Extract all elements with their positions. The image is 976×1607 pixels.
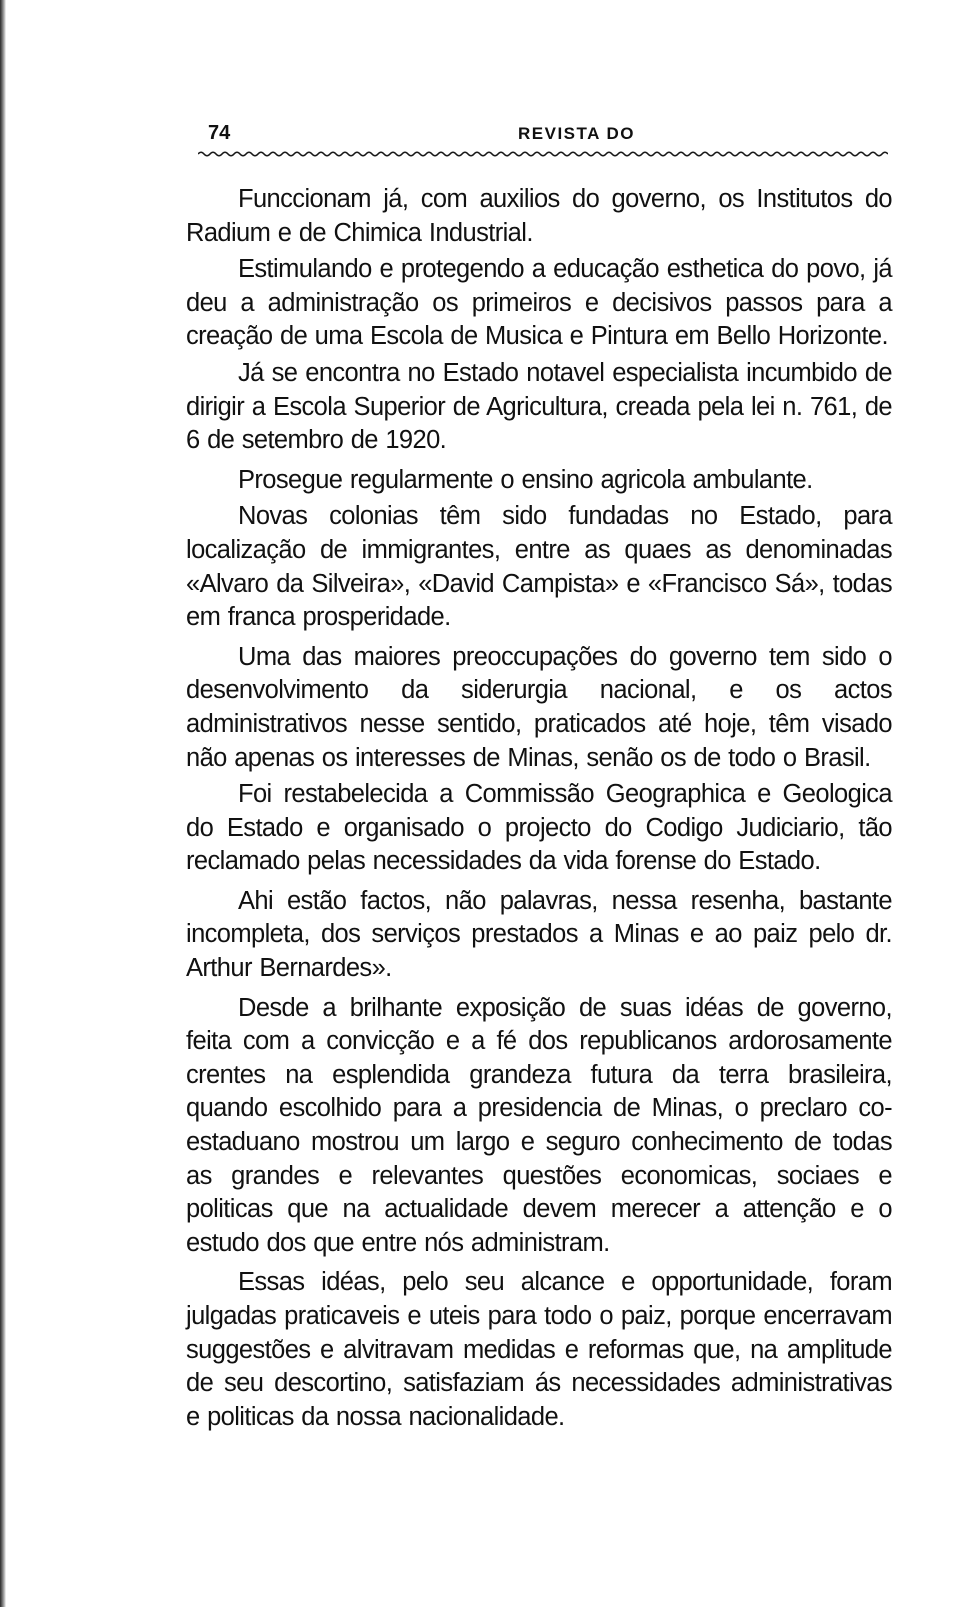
paragraph: Prosegue regularmente o ensino agricola ambulante. <box>238 465 813 494</box>
paragraph: Funccionam já, com auxilios do governo, os Institutos do Radium e de Chimica Industrial. <box>186 185 892 247</box>
paragraph: Desde a brilhante exposição de suas idéas de governo, feita com a convicção e a fé dos republicanos ardorosamente crentes na esplendida grandeza futura da terra brasileira, quando escolhido para a presidencia de Minas, o preclaro co-estaduano mostrou um largo e seguro conhecimento de todas as grandes e relevantes questões economicas, sociaes e politicas que na actualidade devem merecer a attenção e o estudo dos que entre nós administram. <box>186 993 892 1257</box>
paragraph: Uma das maiores preoccupações do governo tem sido o desenvolvimento da siderurgia nacional, e os actos administrativos nesse sentido, praticados até hoje, têm visado não apenas os interesses de Minas, senão os de todo o Brasil. <box>186 642 892 772</box>
paragraph: Essas idéas, pelo seu alcance e opportunidade, foram julgadas praticaveis e uteis para todo o paiz, porque encerravam suggestões e alvitravam medidas e reformas que, na amplitude de seu descortino, satisfaziam ás necessidades administrativas e politicas da nossa nacionalidade. <box>186 1268 892 1431</box>
page-number: 74 <box>208 122 231 144</box>
paragraph: Estimulando e protegendo a educação esthetica do povo, já deu a administração os primeiros e decisivos passos para a creação de uma Escola de Musica e Pintura em Bello Horizonte. <box>186 255 892 351</box>
paragraph: Foi restabelecida a Commissão Geographica e Geologica do Estado e organisado o projecto do Codigo Judiciario, tão reclamado pelas necessidades da vida forense do Estado. <box>186 780 892 876</box>
header-wavy-rule <box>198 150 888 158</box>
paragraph: Novas colonias têm sido fundadas no Estado, para localização de immigrantes, entre as quaes as denominadas «Alvaro da Silveira», «David Campista» e «Francisco Sá», todas em franca prosperidade. <box>186 502 892 632</box>
running-title: REVISTA DO <box>518 124 636 143</box>
body-text <box>186 183 892 1437</box>
paragraph: Já se encontra no Estado notavel especialista incumbido de dirigir a Escola Superior de Agricultura, creada pela lei n. 761, de 6 de setembro de 1920. <box>186 358 892 455</box>
paragraph: Ahi estão factos, não palavras, nessa resenha, bastante incompleta, dos serviços prestados a Minas e ao paiz pelo dr. Arthur Bernardes». <box>186 886 892 983</box>
page-binding-edge <box>0 0 6 1607</box>
running-header <box>198 122 888 152</box>
